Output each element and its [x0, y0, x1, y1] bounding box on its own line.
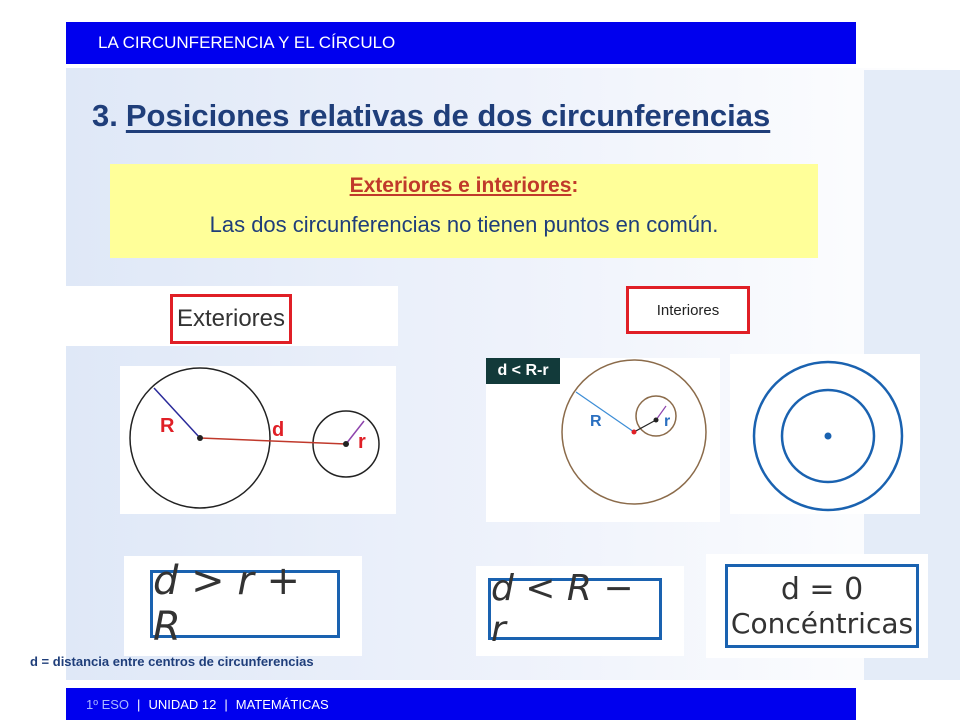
- slide-title: [92, 98, 770, 134]
- header-title: LA CIRCUNFERENCIA Y EL CÍRCULO: [98, 33, 396, 52]
- interiores-label: [626, 286, 750, 334]
- outer-center-dot: [632, 430, 637, 435]
- interior-formula-text: d < R − r: [491, 568, 634, 650]
- footer-separator: |: [224, 696, 228, 712]
- concentric-formula: [725, 564, 919, 648]
- concentric-formula-line1: d = 0: [780, 572, 864, 607]
- subtitle-text: Exteriores e interiores: [349, 174, 572, 197]
- slide-title-text: Posiciones relativas de dos circunferencias: [125, 98, 771, 133]
- subtitle-colon: :: [571, 174, 579, 197]
- footer-separator: |: [137, 696, 141, 712]
- outer-radius-line: [576, 392, 634, 432]
- footer-grade: 1º ESO: [86, 696, 130, 712]
- interior-formula: [488, 568, 662, 650]
- header-bar: [66, 22, 856, 64]
- concentric-formula-line2: Concéntricas: [730, 607, 914, 640]
- interiores-label-text: Interiores: [656, 301, 720, 319]
- outer-radius-label: R: [590, 413, 602, 430]
- big-center-dot: [197, 435, 203, 441]
- exteriores-label: [170, 294, 292, 344]
- definition-box: [110, 164, 818, 258]
- small-center-dot: [343, 441, 349, 447]
- subtitle: [110, 174, 818, 198]
- small-radius-label: r: [358, 431, 366, 453]
- exterior-circles-diagram: [120, 366, 396, 514]
- definition-text: Las dos circunferencias no tienen puntos en común.: [209, 212, 719, 237]
- big-radius-label: R: [160, 415, 175, 437]
- interior-condition-text: d < R-r: [497, 362, 549, 379]
- exterior-formula: [150, 558, 340, 650]
- concentric-center-dot: [825, 433, 832, 440]
- footer-unit: UNIDAD 12: [148, 696, 217, 712]
- inner-radius-label: r: [664, 413, 671, 430]
- footnote: d = distancia entre centros de circunferencias: [30, 654, 314, 669]
- footer-subject: MATEMÁTICAS: [235, 696, 329, 712]
- inner-center-dot: [654, 418, 659, 423]
- exteriores-label-text: Exteriores: [176, 305, 286, 332]
- concentric-circles-diagram: [730, 354, 920, 514]
- interior-condition-tag: [486, 358, 560, 384]
- distance-label: d: [272, 419, 285, 441]
- footer-bar: [66, 688, 856, 720]
- slide-number: 3.: [92, 98, 118, 133]
- exterior-formula-text: d > r + R: [153, 558, 301, 650]
